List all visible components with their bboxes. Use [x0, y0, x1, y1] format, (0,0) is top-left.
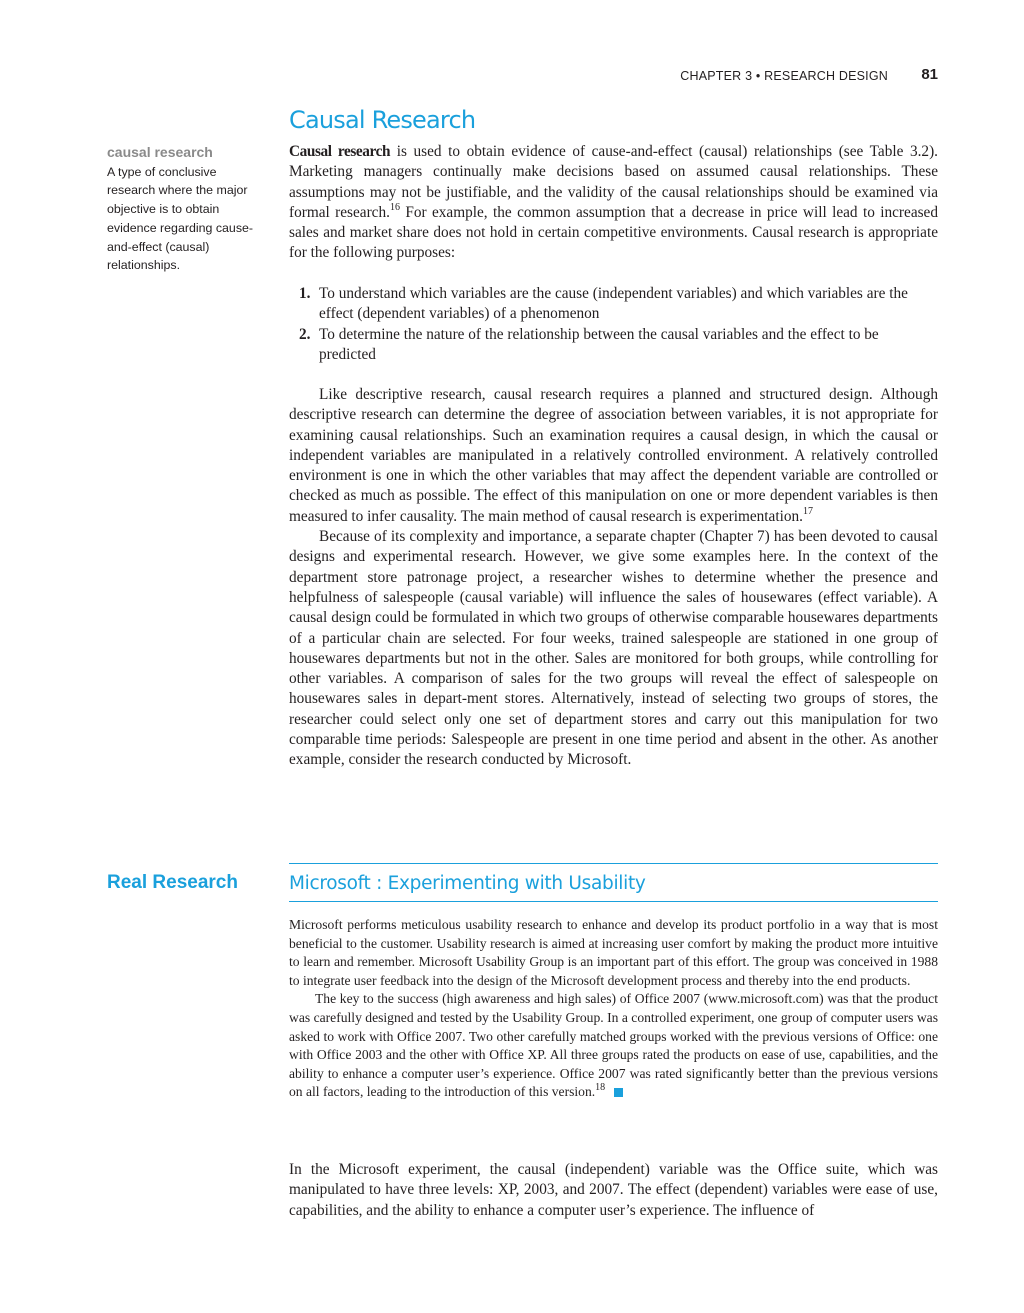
end-of-box-square-icon [614, 1088, 623, 1097]
margin-definition [107, 143, 262, 275]
paragraph-complexity [289, 527, 938, 771]
page-number: 81 [921, 66, 938, 83]
divider [289, 863, 938, 864]
paragraph-text: For example, the common assumption that a decrease in price will lead to increased sales and market share does not hold in certain competitive environments. Causal research is appropriate for the following purposes: [289, 203, 938, 262]
footnote-ref: 16 [389, 201, 400, 213]
real-research-paragraph: Microsoft performs meticulous usability research to enhance and develop its product portfolio in a way that is most beneficial to the customer. Usability research is aimed at increasing user comfort by making the product more intuitive to learn and remember. Microsoft Usability Group is an important part of this effort. The group was conceived in 1988 to integrate user feedback into the design of the Microsoft development process and thereby into the end products. [289, 917, 938, 988]
divider [289, 901, 938, 902]
footnote-ref: 17 [802, 505, 813, 517]
paragraph-text: is used to obtain evidence of cause-and-effect (causal) relationships (see Table 3.2). Marketing managers continually make decisions based on assumed causal relationships. These assumptions may not be justifiable, and the validity of the causal relationships should be examined via formal research. [289, 143, 938, 221]
paragraph-descriptive-comparison [289, 385, 938, 527]
real-research-title: Microsoft : Experimenting with Usability [289, 873, 646, 894]
real-research-body [289, 916, 938, 1102]
paragraph-text: Like descriptive research, causal research requires a planned and structured design. Although descriptive research can determine the degree of association between variables, it is not appropriate for examining causal relationships. Such an examination requires a causal design, in which the causal or independent variables are manipulated in a relatively controlled environment. A relatively controlled environment is one in which the other variables that may affect the dependent variable are controlled or checked as much as possible. The effect of this manipulation on one or more dependent variables is then measured to infer causality. The main method of causal research is experimentation. [289, 386, 938, 525]
paragraphs-body [289, 385, 938, 771]
list-item [289, 325, 923, 366]
running-head: CHAPTER 3 • RESEARCH DESIGN [680, 69, 888, 83]
real-research-paragraph [289, 990, 938, 1102]
purpose-list [289, 284, 938, 365]
paragraph-text: The key to the success (high awareness and high sales) of Office 2007 (www.microsoft.com) was that the product was carefully designed and tested by the Usability Group. In a controlled experiment, one group of computer users was asked to work with Office 2007. Two other carefully matched groups worked with the previous versions of Office: one with Office 2003 and the other with Office XP. All three groups rated the products on ease of use, capabilities, and the ability to enhance a computer user’s experience. Office 2007 was rated significantly better than the previous versions on all factors, leading to the introduction of this version. [289, 991, 938, 1100]
section-title: Causal Research [289, 106, 476, 134]
footnote-ref: 18 [595, 1081, 606, 1093]
list-item-text: To understand which variables are the cause (independent variables) and which variables are the effect (dependent variables) of a phenomenon [319, 285, 908, 323]
list-item [289, 284, 923, 325]
paragraph-text: Because of its complexity and importance, a separate chapter (Chapter 7) has been devoted to causal designs and experimental research. However, we give some examples here. In the context of the department store patronage project, a researcher wishes to determine whether the presence and helpfulness of salespeople (causal variable) will influence the sales of housewares (effect variable). A causal design could be formulated in which two groups of otherwise comparable housewares departments of a particular chain are selected. For four weeks, trained salespeople are stationed in one group of housewares departments but not in the other. Sales are monitored for both groups, while controlling for other variables. A comparison of sales for the two groups will reveal the effect of salespeople on housewares sales in depart-ment stores. Alternatively, instead of selecting two groups of stores, the researcher could select only one set of department stores and carry out this manipulation for two comparable time periods: Salespeople are present in one time period and absent in the other. As another example, consider the research conducted by Microsoft. [289, 528, 938, 769]
running-header [600, 66, 940, 86]
real-research-label: Real Research [107, 872, 238, 893]
paragraph-text: In the Microsoft experiment, the causal (independent) variable was the Office suite, which was manipulated to have three levels: XP, 2003, and 2007. The effect (dependent) variables were ease of use, capabilities, and the ability to enhance a computer user’s experience. The influence of [289, 1161, 938, 1219]
margin-definition-text: A type of conclusive research where the major objective is to obtain evidence regarding cause-and-effect (causal) relationships. [107, 164, 254, 273]
paragraph-causal-intro [289, 142, 938, 264]
bold-term: Causal research [289, 143, 391, 160]
list-item-text: To determine the nature of the relationship between the causal variables and the effect to be predicted [319, 325, 879, 363]
list-number: 2. [299, 325, 311, 343]
paragraph-microsoft-experiment [289, 1160, 938, 1221]
margin-term: causal research [107, 144, 213, 160]
list-number: 1. [299, 285, 311, 302]
